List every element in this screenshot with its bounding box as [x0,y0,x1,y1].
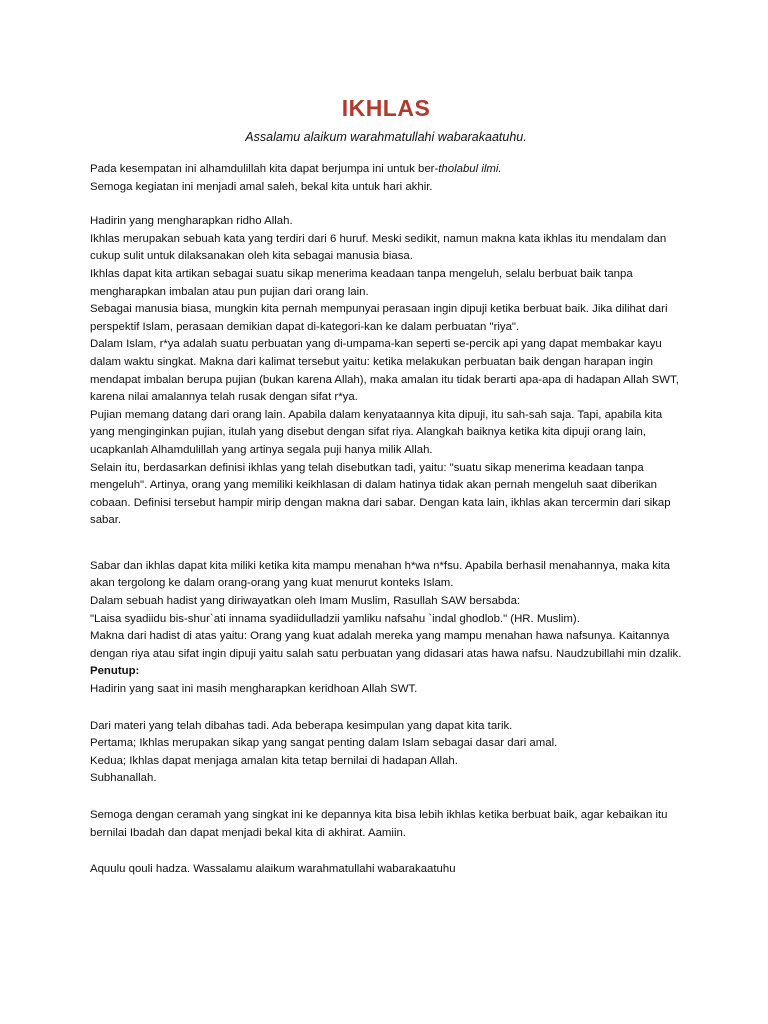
closing-heading: Penutup: [90,665,140,678]
section-3-paragraph-4: Subhanallah. [90,772,157,785]
section-3-paragraph-2: Pertama; Ikhlas merupakan sikap yang sangat penting dalam Islam sebagai dasar dari amal. [90,737,558,750]
section-4 [90,807,682,842]
section-5-paragraph-1: Aquulu qouli hadza. Wassalamu alaikum warahmatullahi wabarakaatuhu [90,863,456,876]
section-1-paragraph-6: Pujian memang datang dari orang lain. Apabila dalam kenyataannya kita dipuji, itu sah-sah saja. Tapi, apabila kita yang menginginkan pujian, itulah yang disebut dengan sifat riya. Alangkah baiknya ketika kita dipuji orang lain, ucapkanlah Alhamdulillah yang artinya segala puji hanya milik Allah. [90,408,663,456]
section-4-paragraph-1: Semoga dengan ceramah yang singkat ini ke depannya kita bisa lebih ikhlas ketika berbuat baik, agar kebaikan itu bernilai Ibadah dan dapat menjadi bekal kita di akhirat. Aamiin. [90,809,668,839]
section-1-paragraph-5: Dalam Islam, r*ya adalah suatu perbuatan yang di-umpama-kan seperti se-percik api yang dapat membakar kayu dalam waktu singkat. Makna dari kalimat tersebut yaitu: ketika melakukan perbuatan baik dengan harapan ingin mendapat imbalan berupa pujian (bukan karena Allah), maka amalan itu tidak berarti apa-apa di hadapan Allah SWT, karena nilai amalannya telah rusak dengan sifat r*ya. [90,338,679,404]
intro-block [90,161,682,196]
document-subtitle: Assalamu alaikum warahmatullahi wabarakaatuhu. [245,130,527,144]
intro-line-1-italic: tholabul ilmi. [438,163,502,175]
section-1-paragraph-1: Hadirin yang mengharapkan ridho Allah. [90,215,293,228]
section-3 [90,718,682,788]
section-1-paragraph-7: Selain itu, berdasarkan definisi ikhlas yang telah disebutkan tadi, yaitu: "suatu sikap menerima keadaan tanpa mengeluh". Artinya, orang yang memiliki keikhlasan di dalam hatinya tidak akan pernah mengeluh saat diberikan cobaan. Definisi tersebut hampir mirip dengan makna dari sabar. Dengan kata lain, ikhlas akan tercermin dari sikap sabar. [90,461,671,527]
intro-line-1 [90,161,682,179]
section-1-paragraph-3: Ikhlas dapat kita artikan sebagai suatu sikap menerima keadaan tanpa mengeluh, selalu berbuat baik tanpa mengharapkan imbalan atau pun pujian dari orang lain. [90,267,633,298]
section-1 [90,213,682,530]
section-1-paragraph-2: Ikhlas merupakan sebuah kata yang terdiri dari 6 huruf. Meski sedikit, namun makna kata ikhlas itu mendalam dan cukup sulit untuk dilaksanakan oleh kita sebagai manusia biasa. [90,232,667,263]
section-2-paragraph-4: Makna dari hadist di atas yaitu: Orang yang kuat adalah mereka yang mampu menahan hawa nafsunya. Kaitannya dengan riya atau sifat ingin dipuji yaitu salah satu perbuatan yang didasari atas hawa nafsu. Naudzubillahi min dzalik. [90,630,682,660]
intro-line-2: Semoga kegiatan ini menjadi amal saleh, bekal kita untuk hari akhir. [90,180,433,193]
section-2 [90,558,682,699]
section-2-paragraph-3: "Laisa syadiidu bis-shur`ati innama syadiidulladzii yamliku nafsahu `indal ghodlob." (HR. Muslim). [90,612,580,625]
section-2-paragraph-5: Hadirin yang saat ini masih mengharapkan keridhoan Allah SWT. [90,683,418,696]
intro-line-1-text: Pada kesempatan ini alhamdulillah kita dapat berjumpa ini untuk ber- [90,163,439,175]
section-3-paragraph-1: Dari materi yang telah dibahas tadi. Ada beberapa kesimpulan yang dapat kita tarik. [90,719,513,732]
section-2-paragraph-2: Dalam sebuah hadist yang diriwayatkan oleh Imam Muslim, Rasullah SAW bersabda: [90,595,521,608]
section-5 [90,861,682,879]
section-2-paragraph-1: Sabar dan ikhlas dapat kita miliki ketika kita mampu menahan h*wa n*fsu. Apabila berhasil menahannya, maka kita akan tergolong ke dalam orang-orang yang kuat menurut konteks Islam. [90,559,670,590]
section-3-paragraph-3: Kedua; Ikhlas dapat menjaga amalan kita tetap bernilai di hadapan Allah. [90,754,458,767]
document-title: IKHLAS [341,95,431,121]
section-1-paragraph-4: Sebagai manusia biasa, mungkin kita pernah mempunyai perasaan ingin dipuji ketika berbuat baik. Jika dilihat dari perspektif Islam, perasaan demikian dapat di-kategori-kan ke dalam perbuatan "riya". [90,303,668,333]
